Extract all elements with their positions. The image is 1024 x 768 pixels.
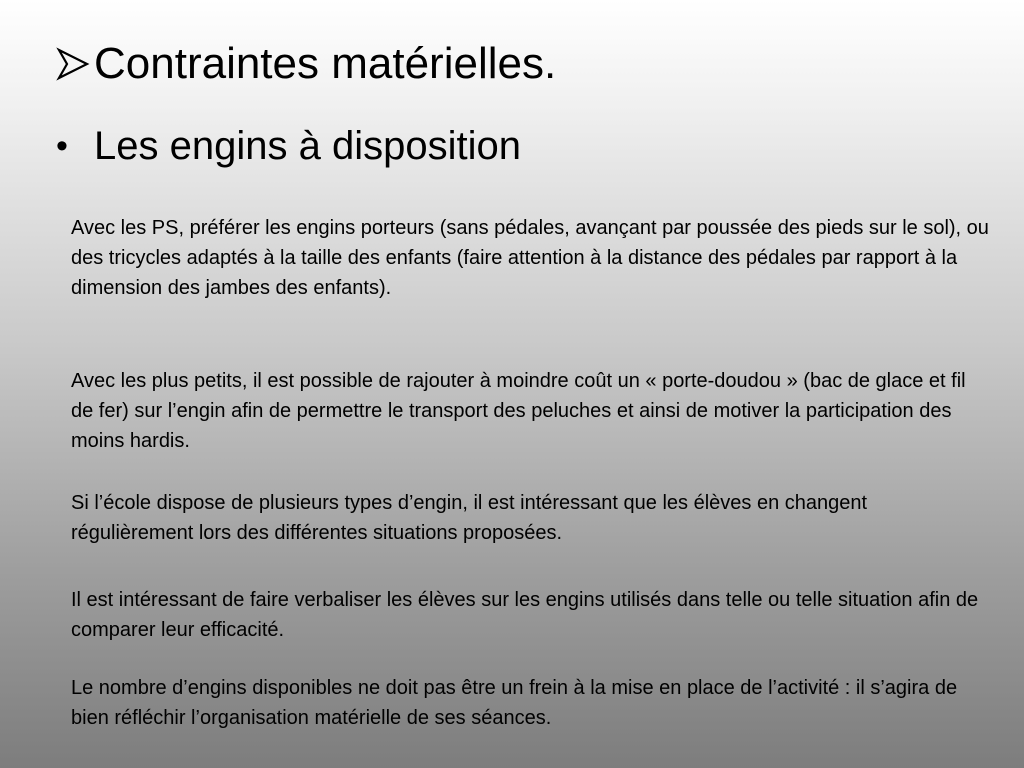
paragraph-types-engin: Si l’école dispose de plusieurs types d’engin, il est intéressant que les élèves en changent régulièrement lors des différentes situations proposées. <box>71 492 868 544</box>
paragraph-nombre-engins: Le nombre d’engins disponibles ne doit pas être un frein à la mise en place de l’activité : il s’agira de bien réfléchir l’organisation matérielle de ses séances. <box>71 677 958 729</box>
bullet-heading: Les engins à disposition <box>94 124 521 168</box>
paragraph-verbaliser: Il est intéressant de faire verbaliser les élèves sur les engins utilisés dans telle ou telle situation afin de comparer leur efficacité. <box>71 589 979 641</box>
arrow-bullet-icon <box>56 41 94 87</box>
paragraph-engins-porteurs: Avec les PS, préférer les engins porteurs (sans pédales, avançant par poussée des pieds sur le sol), ou des tricycles adaptés à la taille des enfants (faire attention à la distance des pédales par rapport à la dimension des jambes des enfants). <box>71 217 989 299</box>
bullet-row <box>56 122 521 170</box>
round-bullet-icon: • <box>56 127 68 165</box>
paragraph-porte-doudou: Avec les plus petits, il est possible de rajouter à moindre coût un « porte-doudou » (bac de glace et fil de fer) sur l’engin afin de permettre le transport des peluches et ainsi de motiver la participation des moins hardis. <box>71 370 966 452</box>
slide-title: Contraintes matérielles. <box>94 39 557 88</box>
slide-title-row <box>56 38 556 90</box>
